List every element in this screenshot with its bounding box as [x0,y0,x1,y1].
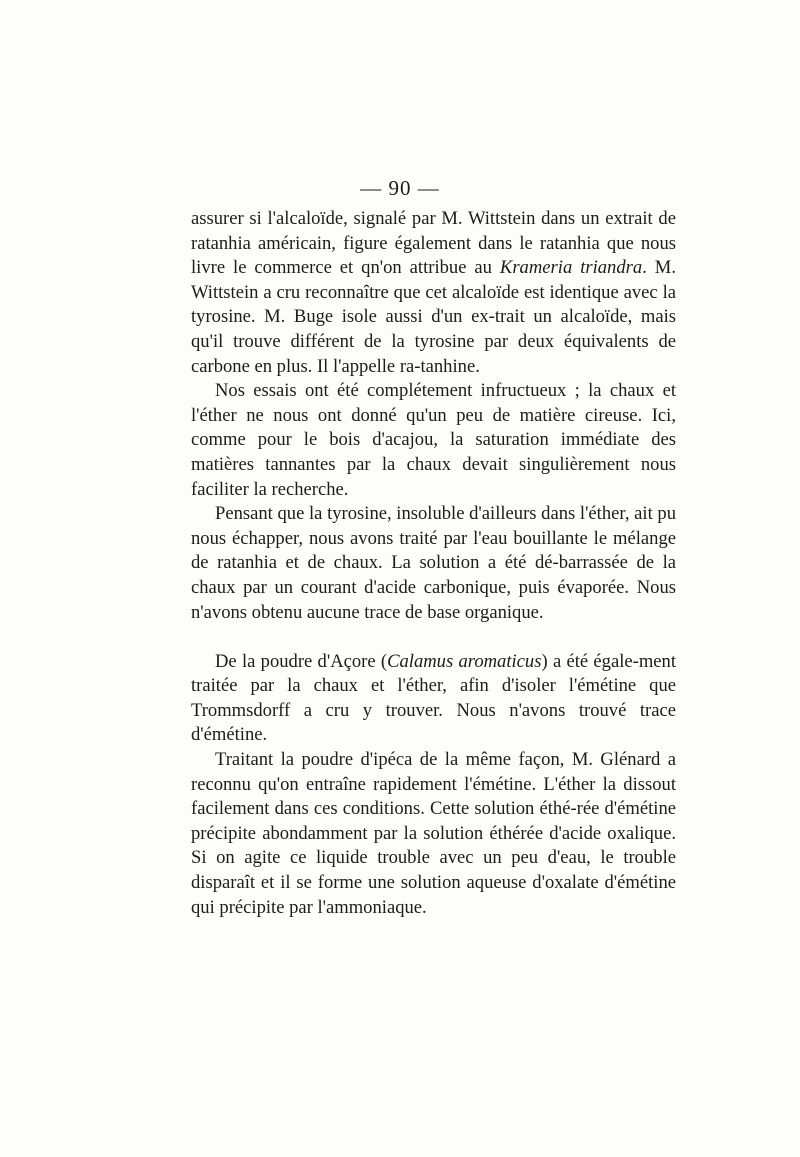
text-run: Pensant que la tyrosine, insoluble d'ailleurs dans l'éther, ait pu nous échapper, nous avons traité par l'eau bouillante le mélange de ratanhia et de chaux. La solution a été dé-barrassée de la chaux par un courant d'acide carbonique, puis évaporée. Nous n'avons obtenu aucune trace de base organique. [191,503,676,623]
body-text [191,207,676,920]
text-run: Traitant la poudre d'ipéca de la même façon, M. Glénard a reconnu qu'on entraîne rapidement l'émétine. L'éther la dissout facilement dans ces conditions. Cette solution éthé-rée d'émétine précipite abondamment par la solution éthérée d'acide oxalique. Si on agite ce liquide trouble avec un peu d'eau, le trouble disparaît et il se forme une solution aqueuse d'oxalate d'émétine qui précipite par l'ammoniaque. [191,749,676,918]
paragraph-p5 [191,748,676,920]
paragraph-p3 [191,502,676,625]
paragraph-p1 [191,207,676,379]
text-run: De la poudre d'Açore ( [215,650,388,672]
italic-term: Calamus aromaticus [387,650,542,672]
italic-term: Krameria triandra [499,257,643,279]
page-number: — 90 — [360,176,440,200]
text-run: assurer si l'alcaloïde, signalé par M. Wittstein dans un extrait de ratanhia américain, figure également dans le ratanhia que nous livre le commerce et qn'on attribue au [191,208,676,279]
text-run: ) a été égale-ment traitée par la chaux et l'éther, afin d'isoler l'émétine que Trommsdorff a cru y trouver. Nous n'avons trouvé trace d'émétine. [191,650,677,746]
text-run: Nos essais ont été complétement infructueux ; la chaux et l'éther ne nous ont donné qu'un peu de matière cireuse. Ici, comme pour le bois d'acajou, la saturation immédiate des matières tannantes par la chaux devait singulièrement nous faciliter la recherche. [191,380,676,500]
paragraph-p2 [191,379,676,502]
text-run: . M. Wittstein a cru reconnaître que cet alcaloïde est identique avec la tyrosine. M. Buge isole aussi d'un ex-trait un alcaloïde, mais qu'il trouve différent de la tyrosine par deux équivalents de carbone en plus. Il l'appelle ra-tanhine. [191,257,676,377]
paragraph-p4 [191,650,676,748]
